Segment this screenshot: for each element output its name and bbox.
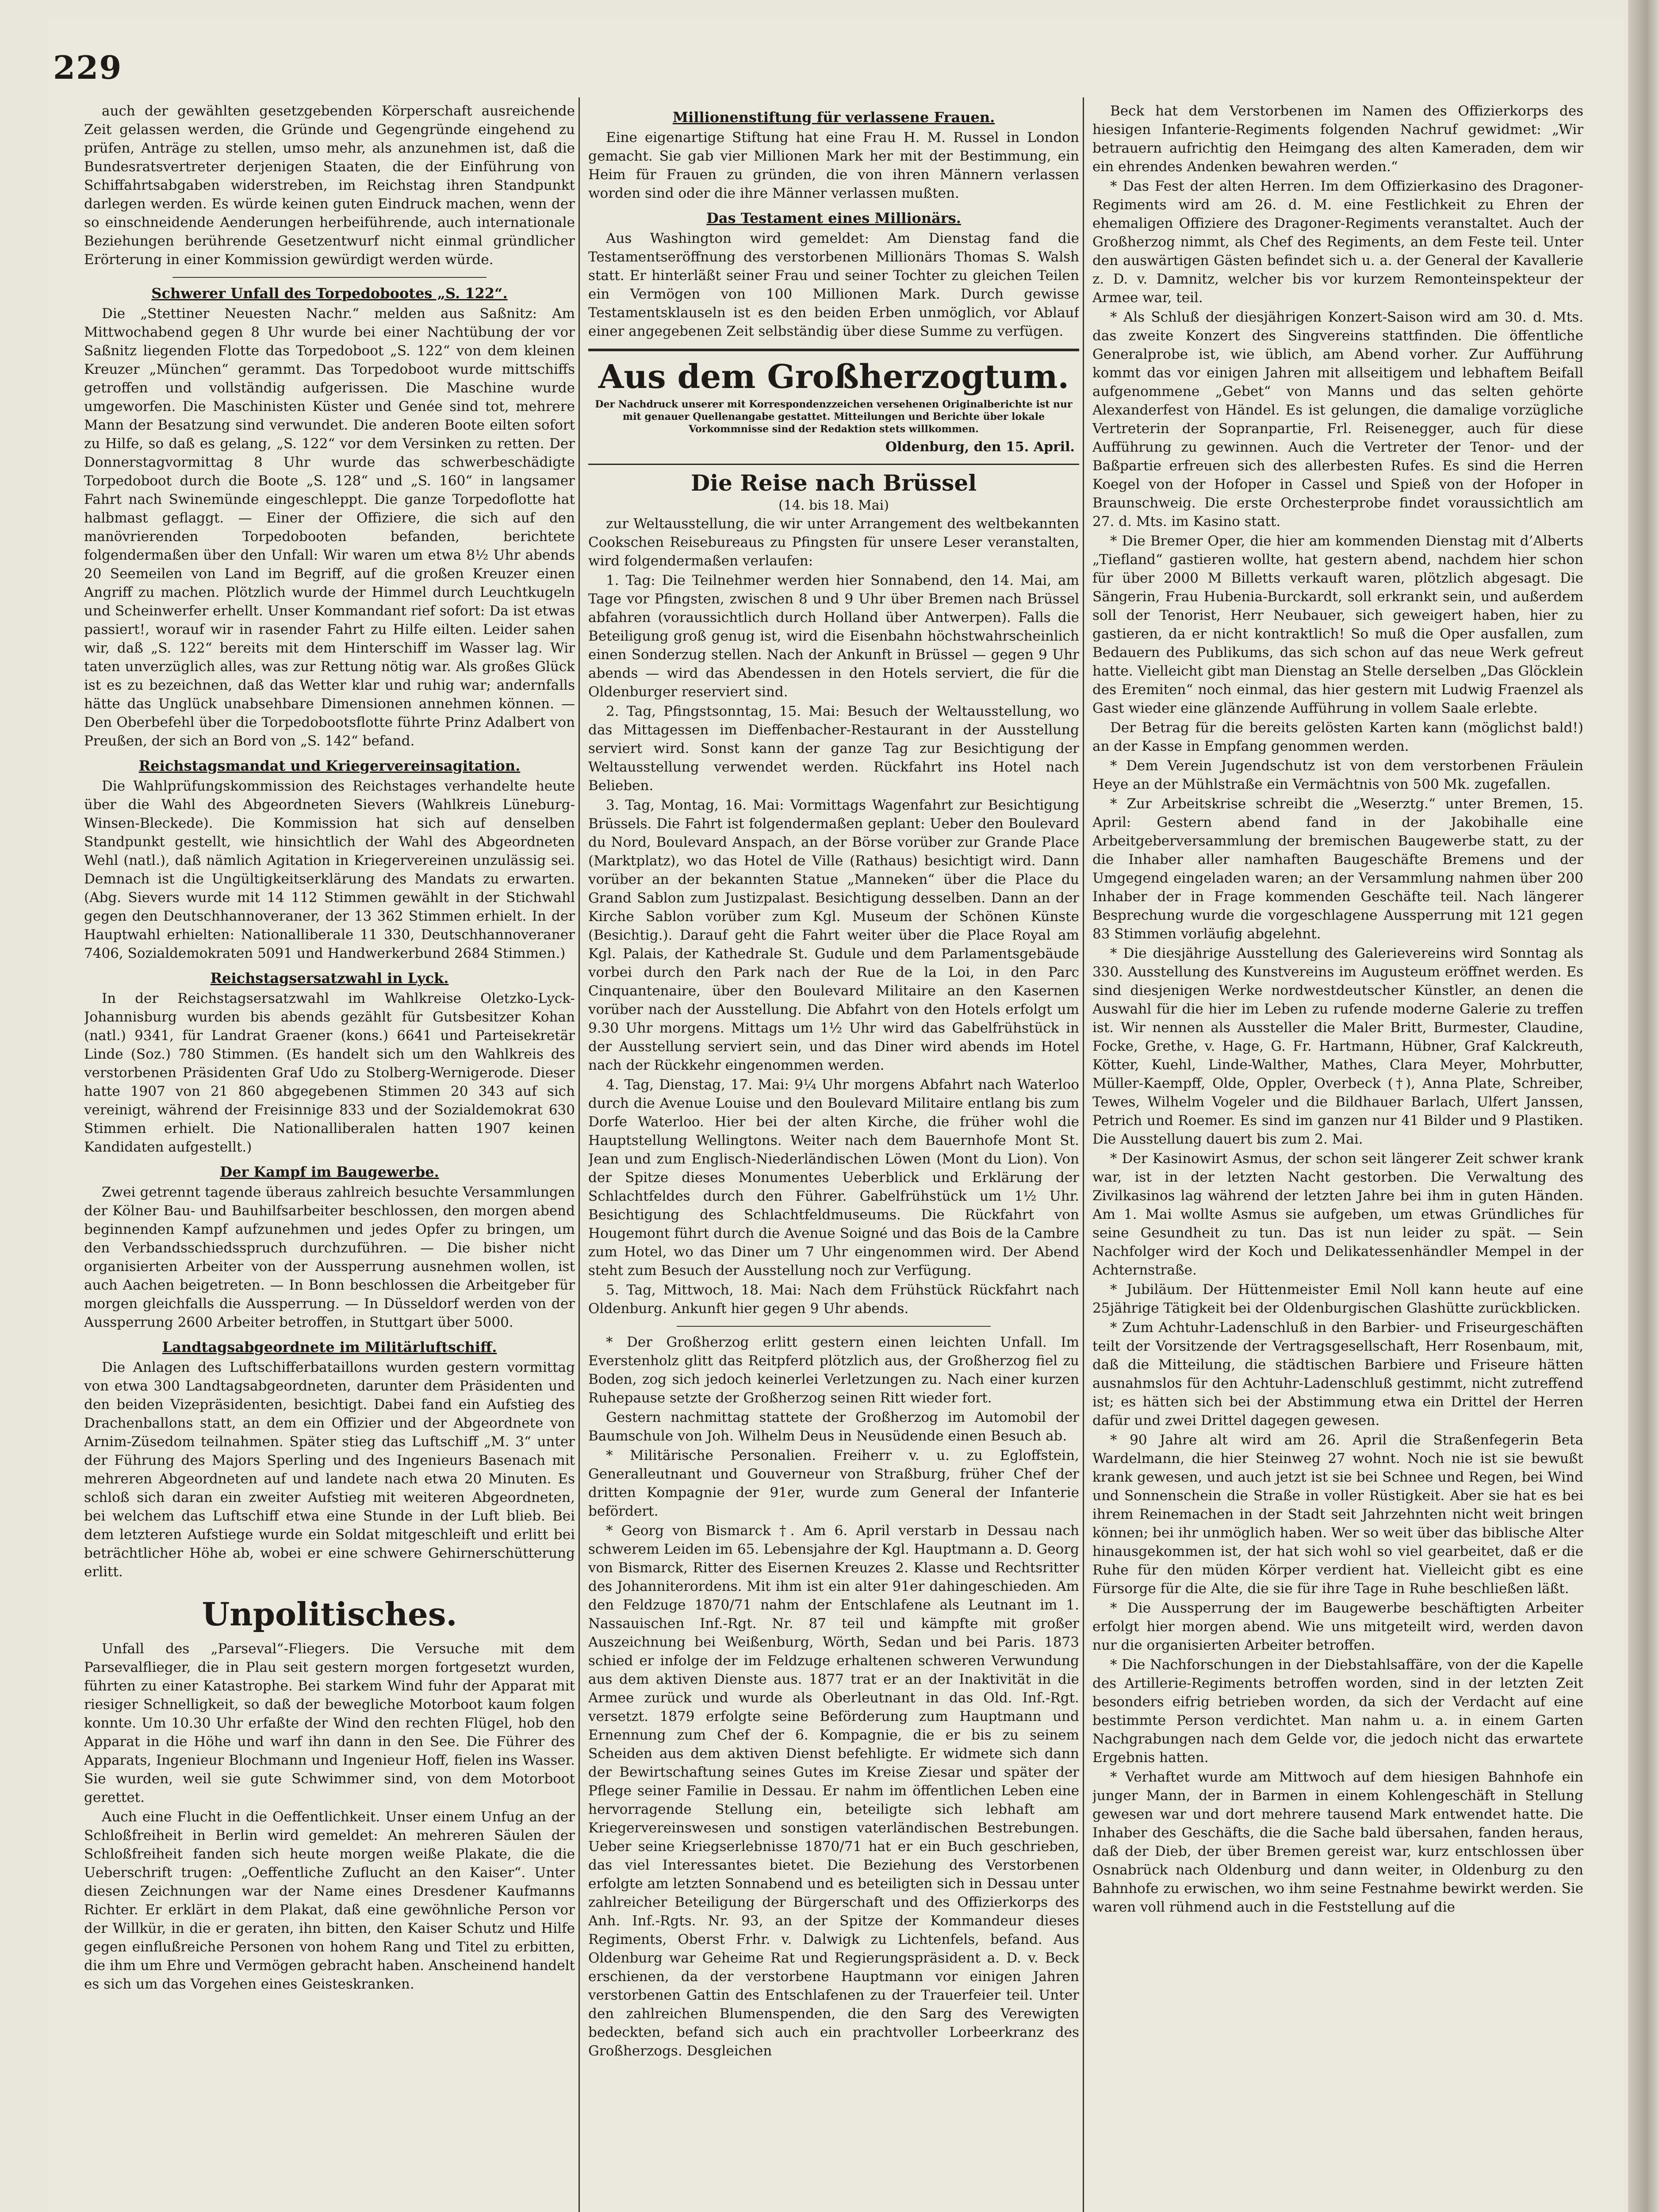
article-text: Auch eine Flucht in die Oeffentlichkeit. Unser einem Unfug an der Schloßfreiheit in Berlin wird gemeldet: An mehreren Säulen der Schloßfreiheit fanden sich heute morgen weiße Plakate, die die Ueberschrift trugen: „Oeffentliche Zuflucht an den Kaiser“. Unter diesen Zeichnungen war der Name eines Dresdener Kaufmanns Richter. Er erklärt in dem Plakat, daß eine gewöhnliche Person vor der Willkür, in die er geraten, ihn bitten, den Kaiser Schutz und Hilfe gegen einflußreiche Personen von hohem Rang und Titel zu erbitten, die ihm um Ehre und Vermögen gebracht haben. Anscheinend handelt es sich um das Vorgehen eines Geisteskranken. [84, 1809, 575, 1992]
article-heading: Landtagsabgeordnete im Militärluftschiff. [162, 1339, 497, 1356]
article-text: * Jubiläum. Der Hüttenmeister Emil Noll kann heute auf eine 25jährige Tätigkeit bei der Oldenburgischen Glashütte zurückblicken. [1092, 1282, 1583, 1316]
article-text: * Militärische Personalien. Freiherr v. u. zu Egloffstein, Generalleutnant und Gouverneur von Straßburg, früher Chef der dritten Kompagnie der 91er, wurde zum General der Infanterie befördert. [588, 1448, 1079, 1519]
article-text: Aus Washington wird gemeldet: Am Dienstag fand die Testamentseröffnung des verstorbenen Millionärs Thomas S. Walsh statt. Er hinterläßt seiner Frau und seiner Tochter zu gleichen Teilen ein Vermögen von 100 Millionen Mark. Durch gewisse Testamentsklauseln ist es den beiden Erben unmöglich, vor Ablauf einer angegebenen Zeit selbständig über diese Summe zu verfügen. [588, 230, 1079, 339]
article-text: * Die diesjährige Ausstellung des Galerievereins wird Sonntag als 330. Ausstellung des Kunstvereins im Augusteum eröffnet werden. Es sind diesjenigen Werke nordwestdeutscher Künstler, an denen die Auswahl für die hier im Leben zu rufende moderne Galerie zu treffen ist. Wir nennen als Aussteller die Maler Britt, Burmester, Claudine, Focke, Grethe, v. Hage, G. Fr. Hartmann, Hübner, Graf Kalckreuth, Kötter, Kuehl, Linde-Walther, Mathes, Clara Meyer, Mohrbutter, Müller-Kaempff, Olde, Oppler, Overbeck (†), Anna Plate, Schreiber, Tewes, Wilhelm Vogeler und die Bildhauer Barlach, Ulfert Janssen, Petrich und Roemer. Es sind im ganzen nur 41 Bilder und 9 Plastiken. Die Ausstellung dauert bis zum 2. Mai. [1092, 945, 1583, 1147]
article-text: * 90 Jahre alt wird am 26. April die Straßenfegerin Beta Wardelmann, die hier Steinweg 27 wohnt. Noch nie ist sie bewußt krank gewesen, und auch jetzt ist sie bei Schnee und Regen, bei Wind und Sonnenschein die Straße in voller Rüstigkeit. Aber sie hat es bei ihrem Reinemachen in der Stadt seit Jahrzehnten nicht weit bringen können; bei ihr unmöglich haben. Wer so weit über das biblische Alter hinausgekommen ist, der hat sich wohl so viel gearbeitet, daß er die Ruhe für den müden Körper verdient hat. Vielleicht gibt es eine Fürsorge für die Alte, die sie für ihre Tage in Ruhe beschließen läßt. [1092, 1432, 1583, 1597]
dateline: Oldenburg, den 15. April. [885, 439, 1075, 455]
article-text: * Die Nachforschungen in der Diebstahlsaffäre, von der die Kapelle des Artillerie-Regiments betroffen worden, sind in der letzten Zeit besonders eifrig betrieben worden, da sich der Verdacht auf eine bestimmte Person verdichtet. Man nahm u. a. in einem Garten Nachgrabungen nach dem Gelde vor, die jedoch nicht das erwartete Ergebnis hatten. [1092, 1657, 1583, 1766]
article-heading: Schwerer Unfall des Torpedobootes „S. 122“. [151, 285, 508, 302]
article-text: Zwei getrennt tagende überaus zahlreich besuchte Versammlungen der Kölner Bau- und Bauhilfsarbeiter beschlossen, den morgen abend beginnenden Kampf aufzunehmen und jedes Opfer zu bringen, um den Verbandsschiedsspruch durchzuführen. — Die bisher nicht organisierten Arbeiter von der Aussperrung ausnehmen wollen, ist auch Aachen beigetreten. — In Bonn beschlossen die Arbeitgeber für morgen gleichfalls die Aussperrung. — In Düsseldorf werden von der Aussperrung 2600 Arbeiter betroffen, in Stuttgart über 5000. [84, 1184, 575, 1330]
book-gutter [1628, 0, 1659, 2212]
article-text: Der Betrag für die bereits gelösten Karten kann (möglichst bald!) an der Kasse in Empfang genommen werden. [1092, 720, 1583, 754]
article-text: * Als Schluß der diesjährigen Konzert-Saison wird am 30. d. Mts. das zweite Konzert des Singvereins stattfinden. Die öffentliche Generalprobe ist, wie üblich, am Abend vorher. Zur Aufführung kommt das vor einigen Jahren mit allseitigem und lebhaftem Beifall aufgenommene „Gebet“ von Manns und das selten gehörte Alexanderfest von Händel. Es ist gelungen, die damalige vorzügliche Vertreterin der Sopranpartie, Frl. Reisenegger, auch für diese Aufführung zu gewinnen. Auch die Vertreter der Tenor- und der Baßpartie erfreuen sich des allerbesten Rufes. Es sind die Herren Koegel von der Hofoper in Cassel und Spieß von der Hofoper in Braunschweig. Die erste Orchesterprobe findet voraussichtlich am 27. d. Mts. im Kasino statt. [1092, 309, 1583, 530]
section-note: Der Nachdruck unserer mit Korrespondenzzeichen versehenen Originalberichte ist nur mit genauer Quellenangabe gestattet. Mitteilungen und Berichte über lokale Vorkommnisse sind der Redaktion stets willkommen. [595, 399, 1073, 435]
article-text: 4. Tag, Dienstag, 17. Mai: 9¼ Uhr morgens Abfahrt nach Waterloo durch die Avenue Louise und den Boulevard Militaire entlang bis zum Dorfe Waterloo. Hier bei der alten Kirche, die früher wohl die Hauptstellung Wellingtons. Weiter nach dem Bauernhofe Mont St. Jean und zum Englisch-Niederländischen Löwen (Mont du Lion). Von der Spitze dieses Monumentes Ueberblick und Erklärung der Schlachtfeldes durch den Führer. Gabelfrühstück um 1½ Uhr. Besichtigung des Schlachtfeldmuseums. Die Rückfahrt von Hougemont führt durch die Avenue Soigné und das Bois de la Cambre zum Hotel, wo das Diner um 7 Uhr eingenommen wird. Der Abend steht zum Besuch der Ausstellung noch zur Verfügung. [588, 1077, 1079, 1279]
article-text: * Verhaftet wurde am Mittwoch auf dem hiesigen Bahnhofe ein junger Mann, der in Barmen in einem Kohlengeschäft in Stellung gewesen war und dort mehrere tausend Mark entwendet hatte. Die Inhaber des Geschäfts, die die Sache bald übersahen, fanden heraus, daß der Dieb, der über Bremen gereist war, kurz entschlossen über Osnabrück nach Oldenburg und dann weiter, in Oldenburg zu den Bahnhofe zu erwischen, wo ihm seine Festnahme bewirkt werden. Sie waren voll rühmend auch in die Feststellung auf die [1092, 1769, 1583, 1915]
article-heading: Das Testament eines Millionärs. [706, 210, 961, 227]
column-divider [1083, 97, 1084, 2212]
article-text: * Georg von Bismarck †. Am 6. April verstarb in Dessau nach schwerem Leiden im 65. Lebensjahre der Kgl. Hauptmann a. D. Georg von Bismarck, Ritter des Eisernen Kreuzes 2. Klasse und Rechtsritter des Johanniterordens. Mit ihm ist ein alter 91er dahingeschieden. Am den Feldzuge 1870/71 nahm der Entschlafene als Leutnant im 1. Nassauischen Inf.-Rgt. Nr. 87 teil und kämpfte mit großer Auszeichnung bei Weißenburg, Wörth, Sedan und bei Paris. 1873 schied er infolge der im Feldzuge erhaltenen schweren Verwundung aus dem aktiven Dienste aus. 1877 trat er an der Inaktivität in die Armee zurück und wurde als Oberleutnant in das Old. Inf.-Rgt. versetzt. 1879 erfolgte seine Beförderung zum Hauptmann und Ernennung zum Chef der 6. Kompagnie, die er bis zu seinem Scheiden aus dem aktiven Dienst befehligte. Er widmete sich dann der Bewirtschaftung seines Gutes im Kreise Ziesar und später der Pflege seiner Familie in Dessau. Er nahm im öffentlichen Leben eine hervorragende Stellung ein, beteiligte sich lebhaft am Kriegervereinswesen und sonstigen vaterländischen Bestrebungen. Ueber seine Kriegserlebnisse 1870/71 hat er ein Buch geschrieben, das viel Interessantes bietet. Die Beziehung des Verstorbenen erfolgte am letzten Sonnabend und es beteiligten sich in Dessau unter zahlreicher Beteiligung der Bürgerschaft und des Offizierkorps des Anh. Inf.-Rgts. Nr. 93, an der Spitze der Kommandeur dieses Regiments, Oberst Frhr. v. Dalwigk zu Lichtenfels, befand. Aus Oldenburg war Geheime Rat und Regierungspräsident a. D. v. Beck erschienen, da der verstorbene Hauptmann vor einigen Jahren verstorbenen Gattin des Entschlafenen zu der Trauerfeier teil. Unter den zahlreichen Blumenspenden, die den Sarg des Verewigten bedeckten, befand sich auch ein prachtvoller Lorbeerkranz des Großherzogs. Desgleichen [588, 1523, 1079, 2059]
article-text: * Der Großherzog erlitt gestern einen leichten Unfall. Im Everstenholz glitt das Reitpferd plötzlich aus, der Großherzog fiel zu Boden, zog sich jedoch keinerlei Verletzungen zu. Nach einer kurzen Ruhepause setzte der Großherzog seinen Ritt wieder fort. [588, 1334, 1079, 1406]
article-heading: Der Kampf im Baugewerbe. [220, 1164, 439, 1180]
article-text: * Der Kasinowirt Asmus, der schon seit längerer Zeit schwer krank war, ist in der letzten Nacht gestorben. Die Verwaltung des Zivilkasinos lag während der letzten Jahre bei ihm in guten Händen. Am 1. Mai wollte Asmus sie aufgeben, um etwas Gründliches für seine Gesundheit zu tun. Das ist nun leider zu spät. — Sein Nachfolger wird der Koch und Delikatessenhändler Mempel in der Achternstraße. [1092, 1151, 1583, 1278]
article-text: * Zur Arbeitskrise schreibt die „Weserztg.“ unter Bremen, 15. April: Gestern abend fand in der Jakobihalle eine Arbeitgeberversammlung der bremischen Baugewerbe statt, zu der die Inhaber aller namhaften Baugeschäfte Bremens und der Umgegend eingeladen waren; an der Versammlung nahmen über 200 Inhaber der in Frage kommenden Geschäfte teil. Nach längerer Besprechung wurde die vorgeschlagene Aussperrung mit 121 gegen 83 Stimmen vorläufig abgelehnt. [1092, 796, 1583, 942]
article-text: 3. Tag, Montag, 16. Mai: Vormittags Wagenfahrt zur Besichtigung Brüssels. Die Fahrt ist folgendermaßen geplant: Ueber den Boulevard du Nord, Boulevard Anspach, an der Börse vorüber zur Grande Place (Marktplatz), wo das Hotel de Ville (Rathaus) besichtigt wird. Dann vorüber an der bekannten Statue „Manneken“ über die Place du Grand Sablon zum Justizpalast. Besichtigung desselben. Dann an der Kirche Sablon vorüber zum Kgl. Museum der Schönen Künste (Besichtig.). Darauf geht die Fahrt weiter über die Place Royal am Kgl. Palais, der Kathedrale St. Gudule und dem Parlamentsgebäude vorbei durch den Park nach der Rue de la Loi, in den Parc Cinquantenaire, über den Boulevard Militaire an den Kasernen vorüber nach der Ausstellung. Die Abfahrt von den Hotels erfolgt um 9.30 Uhr morgens. Mittags um 1½ Uhr wird das Gabelfrühstück in der Ausstellung serviert sein, und das Diner wird abends im Hotel nach der Rückkehr eingenommen werden. [588, 797, 1079, 1073]
article-heading: Reichstagsersatzwahl in Lyck. [210, 970, 449, 987]
column-3 [1092, 102, 1583, 2212]
article-text: * Die Aussperrung der im Baugewerbe beschäftigten Arbeiter erfolgt hier morgen abend. Wie uns mitgeteilt wird, werden davon nur die organisierten Arbeiter betroffen. [1092, 1600, 1583, 1653]
page-number: 229 [53, 49, 123, 86]
article-text: Eine eigenartige Stiftung hat eine Frau H. M. Russel in London gemacht. Sie gab vier Millionen Mark her mit der Bestimmung, ein Heim für Frauen zu gründen, die von ihren Männern verlassen worden sind oder die ihre Männer verlassen mußten. [588, 130, 1079, 201]
article-text: zur Weltausstellung, die wir unter Arrangement des weltbekannten Cookschen Reisebureaus zu Pfingsten für unsere Leser veranstalten, wird folgendermaßen verlaufen: [588, 516, 1079, 569]
article-text: * Die Bremer Oper, die hier am kommenden Dienstag mit d’Alberts „Tiefland“ gastieren wollte, hat gestern abend, nachdem hier schon für über 2000 M Billetts verkauft waren, plötzlich abgesagt. Die Sängerin, Frau Hubenia-Burckardt, soll erkrankt sein, und außerdem soll der Tenorist, Herr Neubauer, sich geweigert haben, hier zu gastieren, da er nicht kontraktlich! So muß die Oper ausfallen, zum Bedauern des Publikums, das sich schon auf das neue Werk gefreut hatte. Vielleicht gibt man Dienstag an Stelle derselben „Das Glöcklein des Eremiten“ noch einmal, das hier gestern mit Ludwig Fraenzel als Gast wieder eine glänzende Aufführung in vollem Saale erlebte. [1092, 533, 1583, 716]
article-text: * Dem Verein Jugendschutz ist von dem verstorbenen Fräulein Heye an der Mühlstraße ein Vermächtnis von 500 Mk. zugefallen. [1092, 758, 1583, 792]
article-text: Beck hat dem Verstorbenen im Namen des Offizierkorps des hiesigen Infanterie-Regiments folgenden Nachruf gewidmet: „Wir betrauern aufrichtig den Heimgang des alten Kameraden, dem wir ein ehrendes Andenken bewahren werden.“ [1092, 103, 1583, 175]
article-heading: Reichstagsmandat und Kriegervereinsagitation. [138, 757, 521, 774]
article-text: 5. Tag, Mittwoch, 18. Mai: Nach dem Frühstück Rückfahrt nach Oldenburg. Ankunft hier gegen 9 Uhr abends. [588, 1282, 1079, 1317]
article-title: Die Reise nach Brüssel [690, 470, 977, 496]
column-2 [588, 102, 1079, 2212]
section-title: Aus dem Großherzogtum. [598, 358, 1069, 396]
column-1 [84, 102, 575, 2212]
article-heading: Millionenstiftung für verlassene Frauen. [672, 109, 995, 126]
article-text: Die Anlagen des Luftschifferbataillons wurden gestern vormittag von etwa 300 Landtagsabgeordneten, darunter dem Präsidenten und den beiden Vizepräsidenten, besichtigt. Dabei fand ein Aufstieg des Drachenballons statt, an dem ein Offizier und der Abgeordnete von Arnim-Züsedom teilnahmen. Später stieg das Luftschiff „M. 3“ unter der Führung des Majors Sperling und des Ingenieurs Basenach mit mehreren Abgeordneten auf und landete nach etwa 20 Minuten. Es schloß sich daran ein zweiter Aufstieg mit weiteren Abgeordneten, bei welchem das Luftschiff etwa eine Stunde in der Luft blieb. Bei dem letzteren Aufstiege wurde ein Soldat mitgeschleift und erlitt bei beträchtlicher Höhe ab, wobei er eine schwere Gehirnerschütterung erlitt. [84, 1359, 575, 1580]
section-heading: Unpolitisches. [202, 1595, 457, 1633]
column-divider [579, 97, 580, 2212]
article-text: 2. Tag, Pfingstsonntag, 15. Mai: Besuch der Weltausstellung, wo das Mittagessen im Dieffenbacher-Restaurant in der Ausstellung serviert wird. Sonst kann der ganze Tag zur Besichtigung der Weltausstellung verwendet werden. Rückfahrt ins Hotel nach Belieben. [588, 703, 1079, 794]
article-text: auch der gewählten gesetzgebenden Körperschaft ausreichende Zeit gelassen werden, die Gründe und Gegengründe eingehend zu prüfen, Anträge zu stellen, umso mehr, als anzunehmen ist, daß die Bundesratsvertreter derjenigen Staaten, die der Einführung von Schiffahrtsabgaben widerstreben, im Reichstag ihren Standpunkt darlegen werden. Es würde keinen guten Eindruck machen, wenn der so einschneidende Aenderungen herbeiführende, auch internationale Beziehungen berührende Gesetzentwurf nicht einmal gründlicher Erörterung in einer Kommission gewürdigt werden würde. [84, 103, 575, 268]
article-text: Die „Stettiner Neuesten Nachr.“ melden aus Saßnitz: Am Mittwochabend gegen 8 Uhr wurde bei einer Nachtübung der vor Saßnitz liegenden Flotte das Torpedoboot „S. 122“ von dem kleinen Kreuzer „München“ gerammt. Das Torpedoboot wurde mittschiffs getroffen und vollständig aufgerissen. Die Maschine wurde umgeworfen. Die Maschinisten Küster und Genée sind tot, mehrere Mann der Besatzung sind verwundet. Die anderen Boote eilten sofort zu Hilfe, so daß es gelang, „S. 122“ vor dem Versinken zu retten. Der Donnerstagvormittag 8 Uhr wurde das schwerbeschädigte Torpedoboot durch die Boote „S. 128“ und „S. 160“ in langsamer Fahrt nach Swinemünde eingeschleppt. Die ganze Torpedoflotte hat halbmast geflaggt. — Einer der Offiziere, die sich auf den manövrierenden Torpedobooten befanden, berichtete folgendermaßen über den Unfall: Wir waren um etwa 8½ Uhr abends 20 Seemeilen von Land im Begriff, auf die großen Kreuzer einen Angriff zu machen. Plötzlich wurde der Himmel durch Leuchtkugeln und Scheinwerfer erhellt. Unser Kommandant rief sofort: Da ist etwas passiert!, worauf wir in rasender Fahrt zu Hilfe eilten. Leider sahen wir, daß „S. 122“ bereits mit dem Hinterschiff im Wasser lag. Wir taten unverzüglich alles, was zur Rettung nötig war. Als großes Glück ist es zu bezeichnen, daß das Wetter klar und ruhig war; andernfalls hätte das Unglück unabsehbare Dimensionen annehmen können. — Den Oberbefehl über die Torpedobootsflotte führte Prinz Adalbert von Preußen, der sich an Bord von „S. 142“ befand. [84, 306, 575, 749]
section-masthead [588, 349, 1079, 465]
article-subtitle: (14. bis 18. Mai) [778, 498, 889, 513]
article-text: In der Reichstagsersatzwahl im Wahlkreise Oletzko-Lyck-Johannisburg wurden bis abends gezählt für Gutsbesitzer Kohan (natl.) 9341, für Landrat Graener (kons.) 6641 und Parteisekretär Linde (Soz.) 780 Stimmen. (Es handelt sich um den Wahlkreis des verstorbenen Präsidenten Graf Udo zu Stolberg-Wernigerode. Dieser hatte 1907 von 21 860 abgegebenen Stimmen 20 343 auf sich vereinigt, während der Freisinnige 833 und der Sozialdemokrat 630 Stimmen erhielt. Die Nationalliberalen hatten 1907 keinen Kandidaten aufgestellt.) [84, 991, 575, 1155]
article-text: * Zum Achtuhr-Ladenschluß in den Barbier- und Friseurgeschäften teilt der Vorsitzende der Vertragsgesellschaft, Herr Rosenbaum, mit, daß die Mitteilung, die städtischen Barbiere und Friseure hätten ausnahmslos für den Achtuhr-Ladenschluß gestimmt, nicht zutreffend ist; es hätten sich bei der Abstimmung etwa ein Drittel der Herren dafür und zwei Drittel dagegen gewesen. [1092, 1320, 1583, 1429]
article-text: Die Wahlprüfungskommission des Reichstages verhandelte heute über die Wahl des Abgeordneten Sievers (Wahlkreis Lüneburg-Winsen-Bleckede). Die Kommission hat sich auf denselben Standpunkt gestellt, wie hinsichtlich der Wahl des Abgeordneten Wehl (natl.), daß nämlich Agitation in Kriegervereinen unzulässig sei. Demnach ist die Ungültigkeitserklärung des Mandats zu erwarten. (Abg. Sievers wurde mit 14 112 Stimmen gewählt in der Stichwahl gegen den Deutschhannoveraner, der 13 362 Stimmen erhielt. In der Hauptwahl erhielten: Nationalliberale 11 330, Deutschhannoveraner 7406, Sozialdemokraten 5091 und Handwerkerbund 2684 Stimmen.) [84, 778, 575, 961]
separator [172, 277, 487, 278]
article-text: Gestern nachmittag stattete der Großherzog im Automobil der Baumschule von Joh. Wilhelm Deus in Neusüdende einen Besuch ab. [588, 1409, 1079, 1444]
separator [677, 1326, 991, 1327]
article-text: 1. Tag: Die Teilnehmer werden hier Sonnabend, den 14. Mai, am Tage vor Pfingsten, zwischen 8 und 9 Uhr über Bremen nach Brüssel abfahren (voraussichtlich durch Holland über Antwerpen). Falls die Beteiligung groß genug ist, wird die Eisenbahn höchstwahrscheinlich einen Sonderzug stellen. Nach der Ankunft in Brüssel — gegen 9 Uhr abends — wird das Abendessen in den Hotels serviert, die für die Oldenburger reserviert sind. [588, 572, 1079, 700]
article-text: Unfall des „Parseval“-Fliegers. Die Versuche mit dem Parsevalflieger, die in Plau seit gestern morgen fortgesetzt wurden, führten zu einer Katastrophe. Bei starkem Wind fuhr der Apparat mit riesiger Schnelligkeit, so daß der bewegliche Motorboot kaum folgen konnte. Um 10.30 Uhr erfaßte der Wind den rechten Flügel, hob den Apparat in die Höhe und warf ihn dann in den See. Die Führer des Apparats, Ingenieur Blochmann und Ingenieur Hoff, fielen ins Wasser. Sie wurden, weil sie gute Schwimmer sind, von dem Motorboot gerettet. [84, 1641, 575, 1805]
article-text: * Das Fest der alten Herren. Im dem Offizierkasino des Dragoner-Regiments wird am 26. d. M. eine Festlichkeit zu Ehren der ehemaligen Offiziere des Dragoner-Regiments veranstaltet. Auch der Großherzog nimmt, als Chef des Regiments, an dem Feste teil. Unter den auswärtigen Gästen befindet sich u. a. der General der Kavallerie z. D. v. Damnitz, welcher bis vor kurzem Remonteinspekteur der Armee war, teil. [1092, 178, 1583, 306]
